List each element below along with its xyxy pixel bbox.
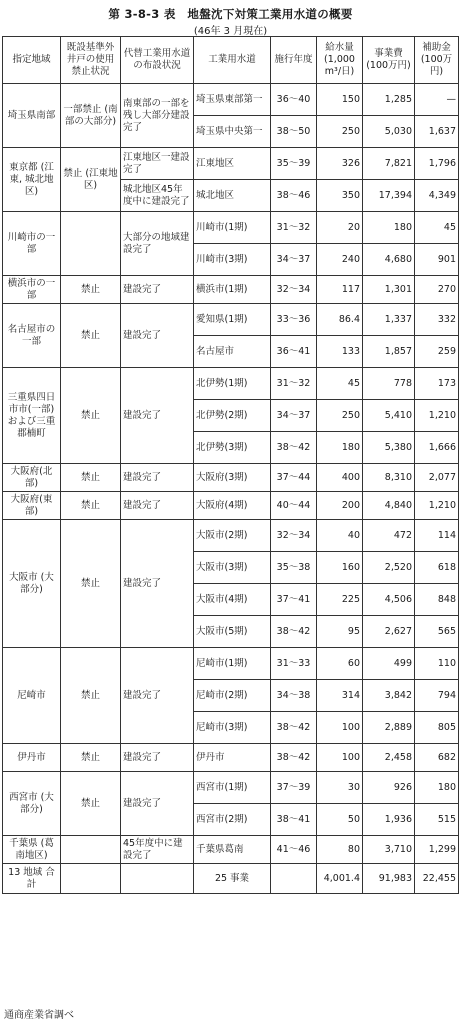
table-row <box>3 836 459 864</box>
cost-cell: 8,310 <box>363 464 415 492</box>
total-subsidy-cell: 22,455 <box>415 864 459 894</box>
total-supply-cell: 4,001.4 <box>317 864 363 894</box>
years-cell: 38～50 <box>271 116 317 148</box>
subsidy-cell: 110 <box>415 648 459 680</box>
subsidy-cell: 259 <box>415 336 459 368</box>
prohibition-cell: 禁止 <box>61 520 121 648</box>
total-row <box>3 864 459 894</box>
col-status: 代替工業用水道の布設状況 <box>121 37 194 84</box>
region-cell: 名古屋市の一部 <box>3 304 61 368</box>
cost-cell: 2,520 <box>363 552 415 584</box>
years-cell: 31～32 <box>271 368 317 400</box>
total-region-cell: 13 地域 合計 <box>3 864 61 894</box>
source-note: 通商産業省調べ <box>4 1010 74 1021</box>
prohibition-cell <box>61 212 121 276</box>
table-body <box>3 84 459 894</box>
prohibition-cell: 禁止 (江東地区) <box>61 148 121 212</box>
waterworks-cell: 名古屋市 <box>194 336 271 368</box>
cost-cell: 1,285 <box>363 84 415 116</box>
col-subsidy: 補助金 (100万円) <box>415 37 459 84</box>
prohibition-cell <box>61 836 121 864</box>
table-row <box>3 772 459 804</box>
prohibition-cell: 禁止 <box>61 304 121 368</box>
prohibition-cell: 禁止 <box>61 772 121 836</box>
subsidy-cell: 618 <box>415 552 459 584</box>
years-cell: 32～34 <box>271 276 317 304</box>
status-cell: 江東地区一建設完了 <box>121 148 194 180</box>
years-cell: 35～39 <box>271 148 317 180</box>
supply-cell: 250 <box>317 400 363 432</box>
subsidy-cell: — <box>415 84 459 116</box>
waterworks-cell: 西宮市(2期) <box>194 804 271 836</box>
region-cell: 川崎市の一部 <box>3 212 61 276</box>
table-row <box>3 212 459 244</box>
region-cell: 横浜市の一部 <box>3 276 61 304</box>
col-years: 施行年度 <box>271 37 317 84</box>
years-cell: 33～36 <box>271 304 317 336</box>
waterworks-cell: 愛知県(1期) <box>194 304 271 336</box>
years-cell: 38～41 <box>271 804 317 836</box>
years-cell: 38～42 <box>271 432 317 464</box>
cost-cell: 5,410 <box>363 400 415 432</box>
cost-cell: 1,857 <box>363 336 415 368</box>
region-cell: 伊丹市 <box>3 744 61 772</box>
subsidy-cell: 848 <box>415 584 459 616</box>
subsidy-cell: 114 <box>415 520 459 552</box>
years-cell: 37～41 <box>271 584 317 616</box>
years-cell: 37～39 <box>271 772 317 804</box>
cost-cell: 1,301 <box>363 276 415 304</box>
subsidy-cell: 682 <box>415 744 459 772</box>
subsidy-cell: 1,210 <box>415 492 459 520</box>
waterworks-cell: 北伊勢(2期) <box>194 400 271 432</box>
status-cell: 建設完了 <box>121 520 194 648</box>
prohibition-cell: 禁止 <box>61 368 121 464</box>
status-cell: 城北地区45年度中に建設完了 <box>121 180 194 212</box>
years-cell: 38～46 <box>271 180 317 212</box>
years-cell: 40～44 <box>271 492 317 520</box>
empty-cell <box>271 864 317 894</box>
waterworks-cell: 大阪市(5期) <box>194 616 271 648</box>
waterworks-cell: 埼玉県東部第一 <box>194 84 271 116</box>
waterworks-cell: 北伊勢(3期) <box>194 432 271 464</box>
prohibition-cell: 禁止 <box>61 276 121 304</box>
cost-cell: 7,821 <box>363 148 415 180</box>
years-cell: 31～33 <box>271 648 317 680</box>
supply-cell: 30 <box>317 772 363 804</box>
years-cell: 38～42 <box>271 744 317 772</box>
years-cell: 38～42 <box>271 616 317 648</box>
years-cell: 31～32 <box>271 212 317 244</box>
table-row <box>3 520 459 552</box>
supply-cell: 326 <box>317 148 363 180</box>
subsidy-cell: 1,796 <box>415 148 459 180</box>
status-cell: 建設完了 <box>121 276 194 304</box>
cost-cell: 1,936 <box>363 804 415 836</box>
table-title: 第 3-8-3 表 地盤沈下対策工業用水道の概要 <box>108 7 353 21</box>
waterworks-cell: 西宮市(1期) <box>194 772 271 804</box>
subsidy-cell: 1,299 <box>415 836 459 864</box>
subsidy-cell: 180 <box>415 772 459 804</box>
status-cell: 45年度中に建設完了 <box>121 836 194 864</box>
subsidy-cell: 173 <box>415 368 459 400</box>
cost-cell: 2,627 <box>363 616 415 648</box>
waterworks-cell: 尼崎市(2期) <box>194 680 271 712</box>
cost-cell: 5,030 <box>363 116 415 148</box>
waterworks-cell: 尼崎市(3期) <box>194 712 271 744</box>
years-cell: 41～46 <box>271 836 317 864</box>
years-cell: 34～38 <box>271 680 317 712</box>
supply-cell: 100 <box>317 712 363 744</box>
waterworks-cell: 大阪府(3期) <box>194 464 271 492</box>
status-cell: 建設完了 <box>121 304 194 368</box>
supply-cell: 314 <box>317 680 363 712</box>
supply-cell: 133 <box>317 336 363 368</box>
total-cost-cell: 91,983 <box>363 864 415 894</box>
cost-cell: 3,710 <box>363 836 415 864</box>
subsidy-cell: 794 <box>415 680 459 712</box>
status-cell: 建設完了 <box>121 368 194 464</box>
table-row <box>3 84 459 116</box>
waterworks-cell: 川崎市(3期) <box>194 244 271 276</box>
supply-cell: 350 <box>317 180 363 212</box>
empty-cell <box>121 864 194 894</box>
years-cell: 34～37 <box>271 400 317 432</box>
years-cell: 36～40 <box>271 84 317 116</box>
supply-cell: 200 <box>317 492 363 520</box>
total-name-cell: 25 事業 <box>194 864 271 894</box>
subsidy-cell: 515 <box>415 804 459 836</box>
waterworks-cell: 大阪府(4期) <box>194 492 271 520</box>
waterworks-cell: 大阪市(4期) <box>194 584 271 616</box>
waterworks-cell: 江東地区 <box>194 148 271 180</box>
years-cell: 32～34 <box>271 520 317 552</box>
cost-cell: 3,842 <box>363 680 415 712</box>
cost-cell: 1,337 <box>363 304 415 336</box>
status-cell: 建設完了 <box>121 744 194 772</box>
subsidy-cell: 1,666 <box>415 432 459 464</box>
prohibition-cell: 禁止 <box>61 492 121 520</box>
region-cell: 三重県四日市市(一部)および三重郡楠町 <box>3 368 61 464</box>
supply-cell: 60 <box>317 648 363 680</box>
prohibition-cell: 禁止 <box>61 744 121 772</box>
waterworks-cell: 横浜市(1期) <box>194 276 271 304</box>
prohibition-cell: 一部禁止 (南部の大部分) <box>61 84 121 148</box>
cost-cell: 2,889 <box>363 712 415 744</box>
region-cell: 大阪府(北部) <box>3 464 61 492</box>
cost-cell: 2,458 <box>363 744 415 772</box>
header-row <box>3 37 459 84</box>
cost-cell: 4,506 <box>363 584 415 616</box>
col-supply: 給水量 (1,000 m³/日) <box>317 37 363 84</box>
cost-cell: 5,380 <box>363 432 415 464</box>
waterworks-cell: 尼崎市(1期) <box>194 648 271 680</box>
supply-cell: 240 <box>317 244 363 276</box>
waterworks-cell: 千葉県葛南 <box>194 836 271 864</box>
status-cell: 建設完了 <box>121 772 194 836</box>
col-region: 指定地域 <box>3 37 61 84</box>
supply-cell: 180 <box>317 432 363 464</box>
subsidy-cell: 45 <box>415 212 459 244</box>
table-row <box>3 304 459 336</box>
waterworks-cell: 川崎市(1期) <box>194 212 271 244</box>
status-cell: 建設完了 <box>121 648 194 744</box>
region-cell: 大阪市 (大部分) <box>3 520 61 648</box>
table-subtitle: (46年 3 月現在) <box>193 26 268 37</box>
status-cell: 大部分の地域建設完了 <box>121 212 194 276</box>
supply-cell: 117 <box>317 276 363 304</box>
supply-cell: 100 <box>317 744 363 772</box>
status-cell: 建設完了 <box>121 464 194 492</box>
table-row <box>3 368 459 400</box>
subsidy-cell: 4,349 <box>415 180 459 212</box>
years-cell: 38～42 <box>271 712 317 744</box>
waterworks-cell: 伊丹市 <box>194 744 271 772</box>
cost-cell: 926 <box>363 772 415 804</box>
cost-cell: 4,840 <box>363 492 415 520</box>
waterworks-cell: 埼玉県中央第一 <box>194 116 271 148</box>
status-cell: 南東部の一部を残し大部分建設完了 <box>121 84 194 148</box>
region-cell: 千葉県 (葛南地区) <box>3 836 61 864</box>
table-row <box>3 148 459 180</box>
status-cell: 建設完了 <box>121 492 194 520</box>
col-waterworks: 工業用水道 <box>194 37 271 84</box>
subsidy-cell: 901 <box>415 244 459 276</box>
supply-cell: 20 <box>317 212 363 244</box>
years-cell: 37～44 <box>271 464 317 492</box>
empty-cell <box>61 864 121 894</box>
region-cell: 西宮市 (大部分) <box>3 772 61 836</box>
table-row <box>3 744 459 772</box>
supply-cell: 250 <box>317 116 363 148</box>
supply-cell: 95 <box>317 616 363 648</box>
region-cell: 大阪府(東部) <box>3 492 61 520</box>
subsidy-cell: 270 <box>415 276 459 304</box>
waterworks-cell: 大阪市(2期) <box>194 520 271 552</box>
subsidy-cell: 565 <box>415 616 459 648</box>
waterworks-cell: 大阪市(3期) <box>194 552 271 584</box>
cost-cell: 778 <box>363 368 415 400</box>
years-cell: 36～41 <box>271 336 317 368</box>
table-row <box>3 492 459 520</box>
years-cell: 34～37 <box>271 244 317 276</box>
supply-cell: 400 <box>317 464 363 492</box>
cost-cell: 472 <box>363 520 415 552</box>
supply-cell: 160 <box>317 552 363 584</box>
table-row <box>3 464 459 492</box>
water-supply-table <box>2 36 459 894</box>
supply-cell: 50 <box>317 804 363 836</box>
subsidy-cell: 1,210 <box>415 400 459 432</box>
waterworks-cell: 北伊勢(1期) <box>194 368 271 400</box>
supply-cell: 225 <box>317 584 363 616</box>
region-cell: 埼玉県南部 <box>3 84 61 148</box>
table-row <box>3 276 459 304</box>
subsidy-cell: 805 <box>415 712 459 744</box>
cost-cell: 17,394 <box>363 180 415 212</box>
waterworks-cell: 城北地区 <box>194 180 271 212</box>
table-row <box>3 648 459 680</box>
cost-cell: 4,680 <box>363 244 415 276</box>
subsidy-cell: 1,637 <box>415 116 459 148</box>
supply-cell: 150 <box>317 84 363 116</box>
col-cost: 事業費 (100万円) <box>363 37 415 84</box>
subsidy-cell: 332 <box>415 304 459 336</box>
region-cell: 東京都 (江東, 城北地区) <box>3 148 61 212</box>
supply-cell: 45 <box>317 368 363 400</box>
cost-cell: 180 <box>363 212 415 244</box>
years-cell: 35～38 <box>271 552 317 584</box>
region-cell: 尼崎市 <box>3 648 61 744</box>
subsidy-cell: 2,077 <box>415 464 459 492</box>
col-prohibition: 既設基準外井戸の使用禁止状況 <box>61 37 121 84</box>
supply-cell: 86.4 <box>317 304 363 336</box>
prohibition-cell: 禁止 <box>61 464 121 492</box>
prohibition-cell: 禁止 <box>61 648 121 744</box>
supply-cell: 40 <box>317 520 363 552</box>
cost-cell: 499 <box>363 648 415 680</box>
supply-cell: 80 <box>317 836 363 864</box>
